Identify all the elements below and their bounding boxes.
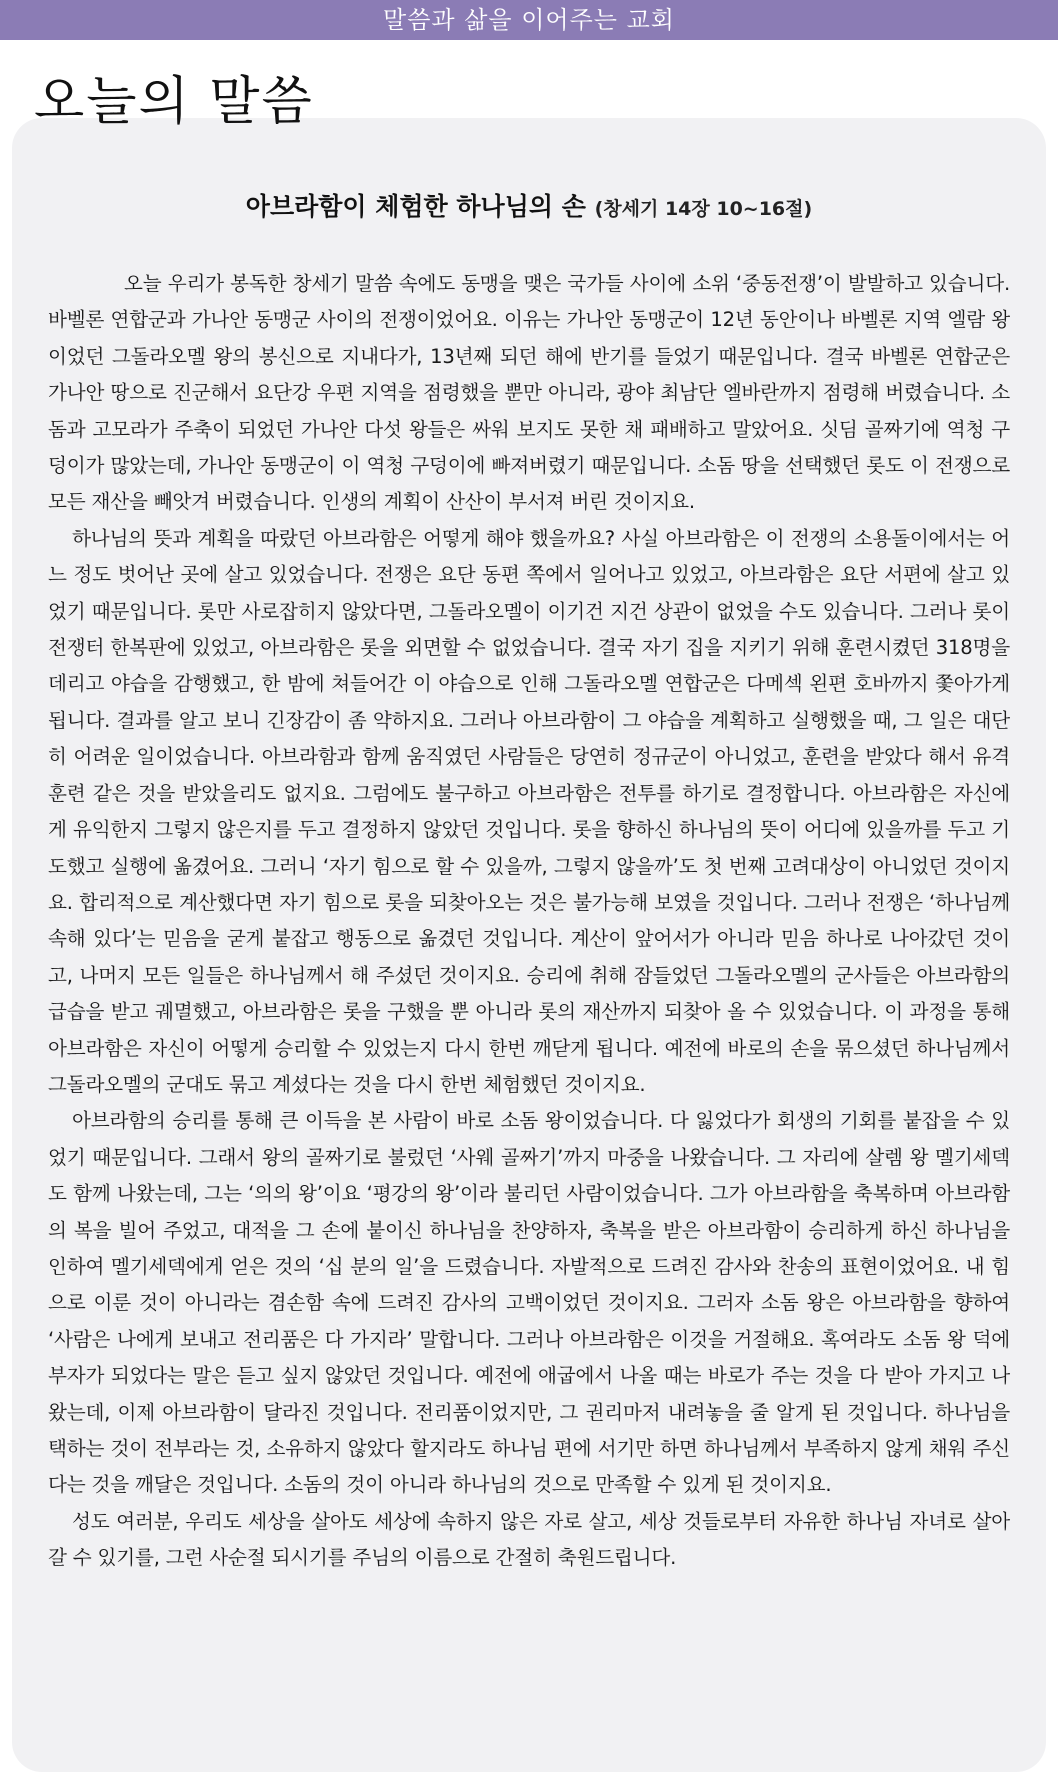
sermon-paragraph: 아브라함의 승리를 통해 큰 이득을 본 사람이 바로 소돔 왕이었습니다. 다 잃었다가 회생의 기회를 붙잡을 수 있었기 때문입니다. 그래서 왕의 골짜기로 불렀던 ‘사웨 골짜기’까지 마중을 나왔습니다. 그 자리에 살렘 왕 멜기세덱도 함께 나왔는데, 그는 ‘의의 왕’이요 ‘평강의 왕’이라 불리던 사람이었습니다. 그가 아브라함을 축복하며 아브라함의 복을 빌어 주었고, 대적을 그 손에 붙이신 하나님을 찬양하자, 축복을 받은 아브라함이 승리하게 하신 하나님을 인하여 멜기세덱에게 얻은 것의 ‘십 분의 일’을 드렸습니다. 자발적으로 드려진 감사와 찬송의 표현이었어요. 내 힘으로 이룬 것이 아니라는 겸손함 속에 드려진 감사의 고백이었던 것이지요. 그러자 소돔 왕은 아브라함을 향하여 ‘사람은 나에게 보내고 전리품은 다 가지라’ 말합니다. 그러나 아브라함은 이것을 거절해요. 혹여라도 소돔 왕 덕에 부자가 되었다는 말은 듣고 싶지 않았던 것입니다. 예전에 애굽에서 나올 때는 바로가 주는 것을 다 받아 가지고 나왔는데, 이제 아브라함이 달라진 것입니다. 전리품이었지만, 그 권리마저 내려놓을 줄 알게 된 것입니다. 하나님을 택하는 것이 전부라는 것, 소유하지 않았다 할지라도 하나님 편에 서기만 하면 하나님께서 부족하지 않게 채워 주신다는 것을 깨달은 것입니다. 소돔의 것이 아니라 하나님의 것으로 만족할 수 있게 된 것이지요. — [48, 1109, 1010, 1497]
sermon-heading — [12, 190, 1046, 226]
sermon-title: 아브라함이 체험한 하나님의 손 — [245, 192, 586, 221]
sermon-paragraph: 하나님의 뜻과 계획을 따랐던 아브라함은 어떻게 해야 했을까요? 사실 아브라함은 이 전쟁의 소용돌이에서는 어느 정도 벗어난 곳에 살고 있었습니다. 전쟁은 요단 동편 쪽에서 일어나고 있었고, 아브라함은 요단 서편에 살고 있었기 때문입니다. 롯만 사로잡히지 않았다면, 그돌라오멜이 이기건 지건 상관이 없었을 수도 있습니다. 그러나 롯이 전쟁터 한복판에 있었고, 아브라함은 롯을 외면할 수 없었습니다. 결국 자기 집을 지키기 위해 훈련시켰던 318명을 데리고 야습을 감행했고, 한 밤에 쳐들어간 이 야습으로 인해 그돌라오멜 연합군은 다메섹 왼편 호바까지 쫓아가게 됩니다. 결과를 알고 보니 긴장감이 좀 약하지요. 그러나 아브라함이 그 야습을 계획하고 실행했을 때, 그 일은 대단히 어려운 일이었습니다. 아브라함과 함께 움직였던 사람들은 당연히 정규군이 아니었고, 훈련을 받았다 해서 유격훈련 같은 것을 받았을리도 없지요. 그럼에도 불구하고 아브라함은 전투를 하기로 결정합니다. 아브라함은 자신에게 유익한지 그렇지 않은지를 두고 결정하지 않았던 것입니다. 롯을 향하신 하나님의 뜻이 어디에 있을까를 두고 기도했고 실행에 옮겼어요. 그러니 ‘자기 힘으로 할 수 있을까, 그렇지 않을까’도 첫 번째 고려대상이 아니었던 것이지요. 합리적으로 계산했다면 자기 힘으로 롯을 되찾아오는 것은 불가능해 보였을 것입니다. 그러나 전쟁은 ‘하나님께 속해 있다’는 믿음을 굳게 붙잡고 행동으로 옮겼던 것입니다. 계산이 앞어서가 아니라 믿음 하나로 나아갔던 것이고, 나머지 모든 일들은 하나님께서 해 주셨던 것이지요. 승리에 취해 잠들었던 그돌라오멜의 군사들은 아브라함의 급습을 받고 궤멸했고, 아브라함은 롯을 구했을 뿐 아니라 롯의 재산까지 되찾아 올 수 있었습니다. 이 과정을 통해 아브라함은 자신이 어떻게 승리할 수 있었는지 다시 한번 깨닫게 됩니다. 예전에 바로의 손을 묶으셨던 하나님께서 그돌라오멜의 군대도 묶고 계셨다는 것을 다시 한번 체험했던 것이지요. — [48, 526, 1010, 1096]
sermon-paragraph: 오늘 우리가 봉독한 창세기 말씀 속에도 동맹을 맺은 국가들 사이에 소위 ‘중동전쟁’이 발발하고 있습니다. 바벨론 연합군과 가나안 동맹군 사이의 전쟁이었어요. 이유는 가나안 동맹군이 12년 동안이나 바벨론 지역 엘람 왕이었던 그돌라오멜 왕의 봉신으로 지내다가, 13년째 되던 해에 반기를 들었기 때문입니다. 결국 바벨론 연합군은 가나안 땅으로 진군해서 요단강 우편 지역을 점령했을 뿐만 아니라, 광야 최남단 엘바란까지 점령해 버렸습니다. 소돔과 고모라가 주축이 되었던 가나안 다섯 왕들은 싸워 보지도 못한 채 패배하고 말았어요. 싯딤 골짜기에 역청 구덩이가 많았는데, 가나안 동맹군이 이 역청 구덩이에 빠져버렸기 때문입니다. 소돔 땅을 선택했던 롯도 이 전쟁으로 모든 재산을 빼앗겨 버렸습니다. 인생의 계획이 산산이 부서져 버린 것이지요. — [48, 272, 1010, 514]
top-banner: 말씀과 삶을 이어주는 교회 — [0, 0, 1058, 40]
scripture-reference: (창세기 14장 10~16절) — [594, 198, 813, 220]
sermon-body — [48, 266, 1010, 1577]
sermon-paragraph: 성도 여러분, 우리도 세상을 살아도 세상에 속하지 않은 자로 살고, 세상 것들로부터 자유한 하나님 자녀로 살아갈 수 있기를, 그런 사순절 되시기를 주님의 이름으로 간절히 축원드립니다. — [48, 1509, 1010, 1570]
section-title: 오늘의 말씀 — [34, 72, 314, 132]
